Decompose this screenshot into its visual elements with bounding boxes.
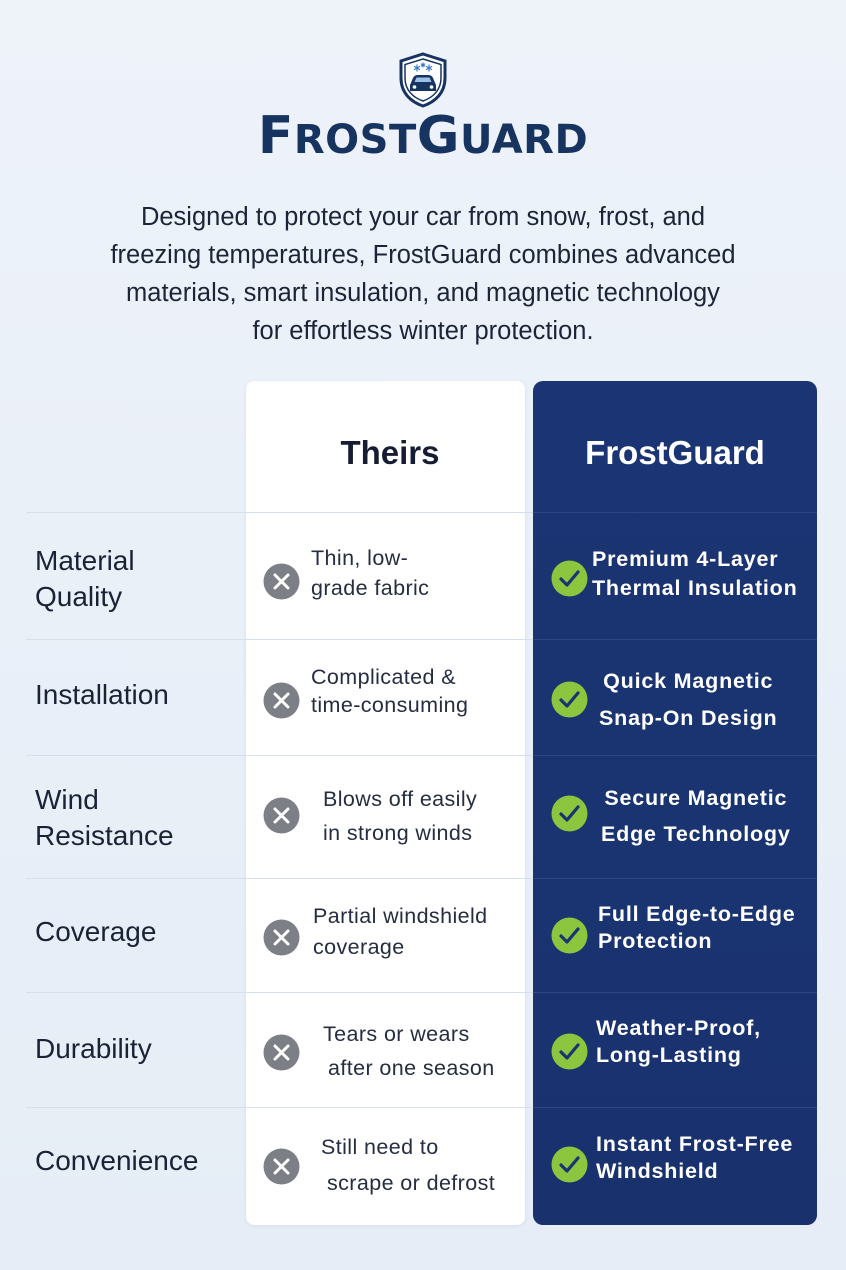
row-divider [533,755,817,756]
theirs-text: Complicated & time-consuming [311,665,469,717]
row-divider [533,639,817,640]
frostguard-text: Weather-Proof, Long-Lasting [596,1016,761,1067]
feature-label-wind-resistance: Wind Resistance [35,784,174,851]
check-icon [551,917,588,954]
theirs-text: Blows off easily in strong winds [323,787,478,845]
cross-icon [263,563,300,600]
check-icon [551,560,588,597]
check-icon [551,795,588,832]
feature-label-coverage: Coverage [35,916,157,947]
brand-logo [0,52,846,166]
feature-label-installation: Installation [35,679,169,710]
theirs-text: Partial windshield coverage [313,904,488,959]
theirs-text: Thin, low- grade fabric [311,546,430,600]
brand-name: FROSTGUARD [257,106,589,166]
feature-label-durability: Durability [35,1033,152,1064]
frostguard-text: Instant Frost-Free Windshield [596,1132,794,1183]
check-icon [551,681,588,718]
frostguard-text: Quick Magnetic Snap-On Design [599,669,778,730]
check-icon [551,1033,588,1070]
frostguard-header: FrostGuard [585,434,765,471]
check-icon [551,1146,588,1183]
tagline [40,198,806,350]
cross-icon [263,919,300,956]
feature-label-convenience: Convenience [35,1145,199,1176]
tagline-line: materials, smart insulation, and magnetic technology [126,279,720,307]
theirs-text: Tears or wears after one season [323,1022,495,1080]
cross-icon [263,1034,300,1071]
row-divider [533,992,817,993]
tagline-line: Designed to protect your car from snow, frost, and [140,203,706,231]
row-divider [533,878,817,879]
tagline-line: freezing temperatures, FrostGuard combines advanced [110,241,736,269]
frostguard-text: Premium 4-Layer Thermal Insulation [592,547,798,600]
cross-icon [263,797,300,834]
shield-car-snowflake-icon [396,52,450,108]
cross-icon [263,1148,300,1185]
feature-label-material-quality: Material Quality [35,545,135,612]
frostguard-text: Secure Magnetic Edge Technology [601,786,791,846]
tagline-line: for effortless winter protection. [252,317,594,345]
theirs-text: Still need to scrape or defrost [321,1135,496,1195]
frostguard-text: Full Edge-to-Edge Protection [598,902,796,953]
theirs-header: Theirs [340,434,440,471]
row-divider [533,512,817,513]
row-divider [533,1107,817,1108]
cross-icon [263,682,300,719]
